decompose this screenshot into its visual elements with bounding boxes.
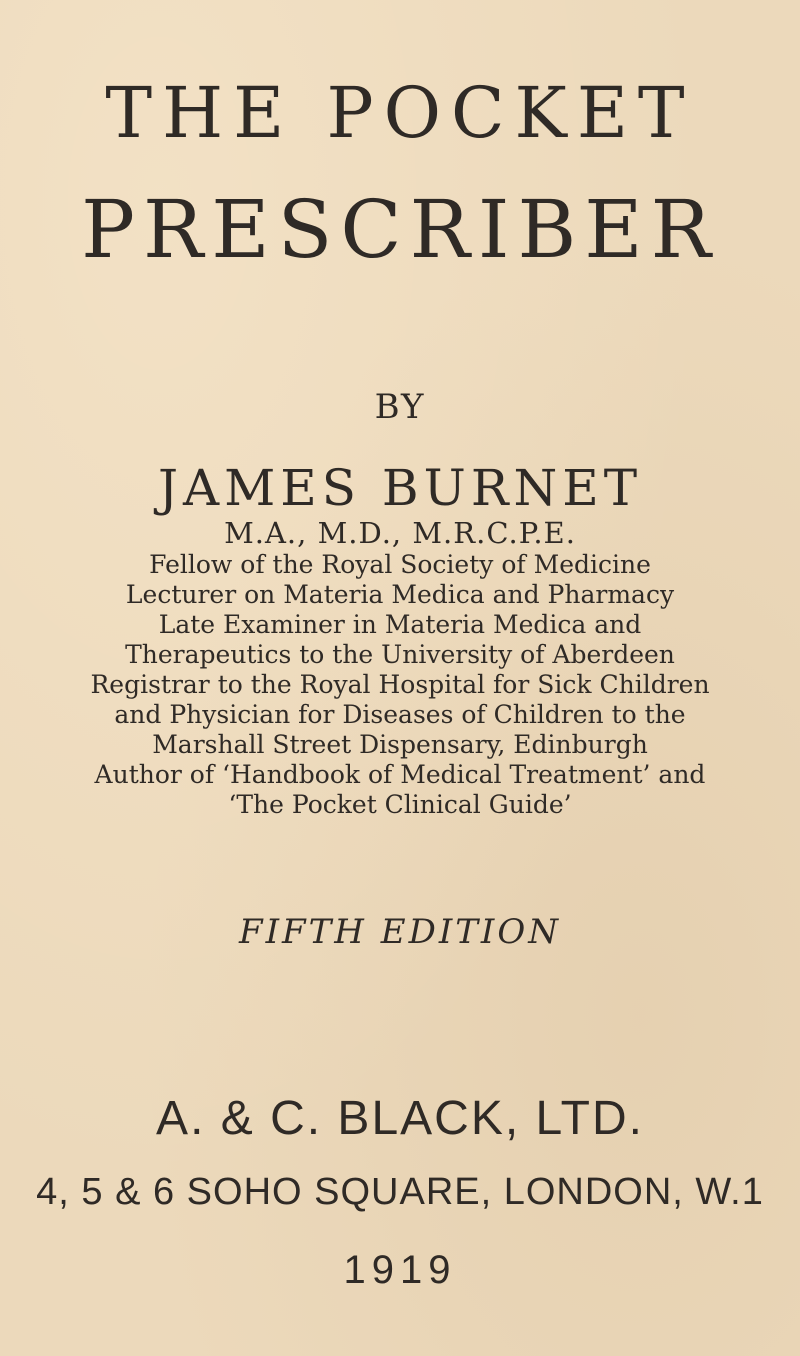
credential-line: and Physician for Diseases of Children to the: [114, 700, 686, 729]
credential-line: Lecturer on Materia Medica and Pharmacy: [125, 580, 675, 609]
credential-line: Marshall Street Dispensary, Edinburgh: [152, 730, 648, 759]
credential-line: Author of ‘Handbook of Medical Treatment’ and: [94, 760, 706, 789]
publication-year: 1919: [343, 1248, 457, 1292]
credential-line: Registrar to the Royal Hospital for Sick Children: [90, 670, 710, 699]
publisher-name: A. & C. BLACK, LTD.: [156, 1092, 644, 1145]
credential-line: ‘The Pocket Clinical Guide’: [228, 790, 572, 819]
publisher-address: 4, 5 & 6 SOHO SQUARE, LONDON, W.1: [36, 1171, 764, 1213]
author-credentials: [0, 516, 800, 820]
book-title-line-1: THE POCKET: [105, 72, 695, 154]
book-title-line-2: PRESCRIBER: [81, 183, 719, 276]
author-degrees: M.A., M.D., M.R.C.P.E.: [224, 516, 576, 550]
author-name: JAMES BURNET: [157, 459, 643, 517]
edition-label: FIFTH EDITION: [239, 912, 561, 952]
by-label: BY: [374, 387, 426, 427]
credential-line: Late Examiner in Materia Medica and: [158, 610, 642, 639]
credential-line: Fellow of the Royal Society of Medicine: [149, 550, 651, 579]
credential-line: Therapeutics to the University of Aberdeen: [125, 640, 675, 669]
